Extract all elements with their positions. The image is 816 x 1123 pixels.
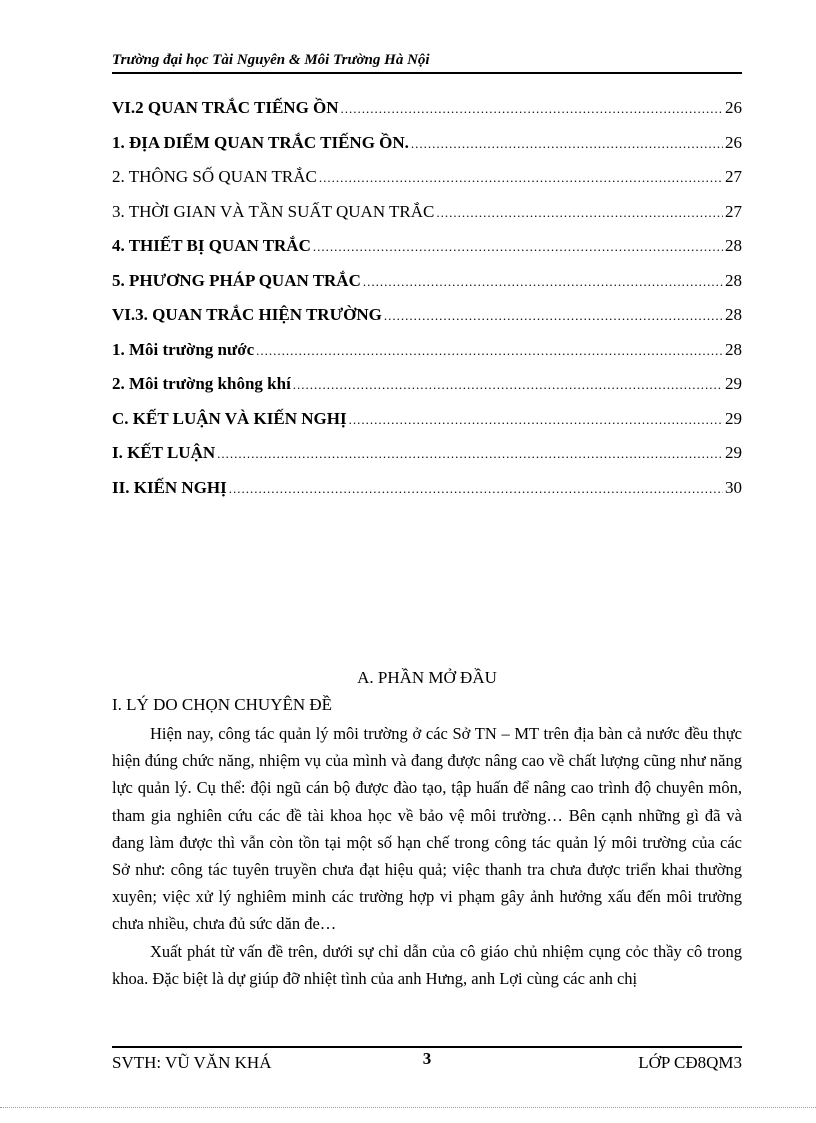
toc-entry-label: 2. Môi trường không khí	[112, 374, 291, 393]
toc-leader-dots	[349, 412, 723, 428]
toc-entry-label: 1. ĐỊA DIỂM QUAN TRẮC TIẾNG ỒN.	[112, 132, 409, 152]
toc-entry-page: 27	[725, 201, 742, 221]
toc-entry-page: 26	[725, 132, 742, 152]
toc-entry	[112, 305, 742, 340]
toc-entry-page: 30	[725, 477, 742, 497]
toc-entry-label: VI.3. QUAN TRẮC HIỆN TRƯỜNG	[112, 305, 382, 324]
page-number: 3	[422, 1049, 432, 1068]
toc-entry-page: 28	[725, 305, 742, 324]
toc-entry	[112, 133, 742, 168]
page-header: Trường đại học Tài Nguyên & Môi Trường Hà Nội	[112, 52, 430, 68]
page-bottom-border	[0, 1107, 816, 1108]
toc-leader-dots	[319, 170, 723, 186]
toc-leader-dots	[217, 446, 723, 462]
toc-entry-page: 29	[725, 408, 742, 428]
body-text	[112, 720, 742, 992]
footer-divider	[112, 1046, 742, 1048]
toc-leader-dots	[341, 101, 723, 117]
toc-leader-dots	[229, 481, 723, 497]
paragraph: Hiện nay, công tác quản lý môi trường ở các Sở TN – MT trên địa bàn cả nước đều thực hiện đúng chức năng, nhiệm vụ của mình và đang được nâng cao về chất lượng cũng như năng lực quản lý. Cụ thể: đội ngũ cán bộ được đào tạo, tập huấn để nâng cao trình độ chuyên môn, tham gia nghiên cứu các đề tài khoa học về bảo vệ môi trường… Bên cạnh những gì đã và đang làm được thì vẫn còn tồn tại một số hạn chế trong công tác quản lý môi trường của các Sở như: công tác tuyên truyền chưa đạt hiệu quả; việc thanh tra chưa được triển khai thường xuyên; việc xử lý nghiêm minh các trường hợp vi phạm gây ảnh hưởng xấu đến môi trường chưa nhiều, chưa đủ sức dăn đe…	[112, 724, 742, 934]
toc-entry-label: 3. THỜI GIAN VÀ TẦN SUẤT QUAN TRẮC	[112, 201, 435, 221]
header-divider	[112, 72, 742, 74]
toc-entry	[112, 271, 742, 306]
subsection-title: I. LÝ DO CHỌN CHUYÊN ĐỀ	[112, 695, 333, 714]
footer-author: SVTH: VŨ VĂN KHÁ	[112, 1053, 272, 1072]
toc-entry-page: 28	[725, 270, 742, 290]
toc-leader-dots	[256, 343, 723, 359]
page-footer	[112, 1049, 742, 1075]
toc-entry-label: 2. THÔNG SỐ QUAN TRẮC	[112, 167, 317, 186]
toc-entry-page: 29	[725, 374, 742, 393]
toc-entry	[112, 202, 742, 237]
toc-leader-dots	[436, 205, 723, 221]
footer-class: LỚP CĐ8QM3	[638, 1053, 742, 1072]
toc-leader-dots	[293, 377, 723, 393]
toc-entry-label: 4. THIẾT BỊ QUAN TRẮC	[112, 236, 311, 255]
toc-entry-page: 26	[725, 98, 742, 117]
toc-entry	[112, 98, 742, 133]
toc-entry	[112, 443, 742, 478]
toc-entry	[112, 409, 742, 444]
section-title: A. PHẦN MỞ ĐẦU	[357, 668, 497, 687]
toc-leader-dots	[384, 308, 723, 324]
toc-entry-page: 28	[725, 236, 742, 255]
toc-entry	[112, 167, 742, 202]
toc-leader-dots	[313, 239, 723, 255]
toc-entry-label: II. KIẾN NGHỊ	[112, 477, 227, 497]
toc-entry	[112, 340, 742, 375]
toc-leader-dots	[411, 136, 723, 152]
toc-entry-label: 1. Môi trường nước	[112, 339, 255, 359]
toc-leader-dots	[363, 274, 723, 290]
toc-entry-page: 27	[725, 167, 742, 186]
toc-entry-label: I. KẾT LUẬN	[112, 443, 216, 462]
toc-entry-label: C. KẾT LUẬN VÀ KIẾN NGHỊ	[112, 408, 347, 428]
toc-entry	[112, 374, 742, 409]
toc-entry-label: VI.2 QUAN TRẮC TIẾNG ỒN	[112, 98, 339, 117]
toc-entry-label: 5. PHƯƠNG PHÁP QUAN TRẮC	[112, 270, 361, 290]
toc-entry-page: 29	[725, 443, 742, 462]
toc-entry	[112, 236, 742, 271]
paragraph: Xuất phát từ vấn đề trên, dưới sự chỉ dẫn của cô giáo chủ nhiệm cụng cỏc thầy cô trong khoa. Đặc biệt là dự giúp đỡ nhiệt tình của anh Hưng, anh Lợi cùng các anh chị	[112, 941, 742, 988]
table-of-contents	[112, 98, 742, 512]
toc-entry	[112, 478, 742, 513]
toc-entry-page: 28	[725, 339, 742, 359]
